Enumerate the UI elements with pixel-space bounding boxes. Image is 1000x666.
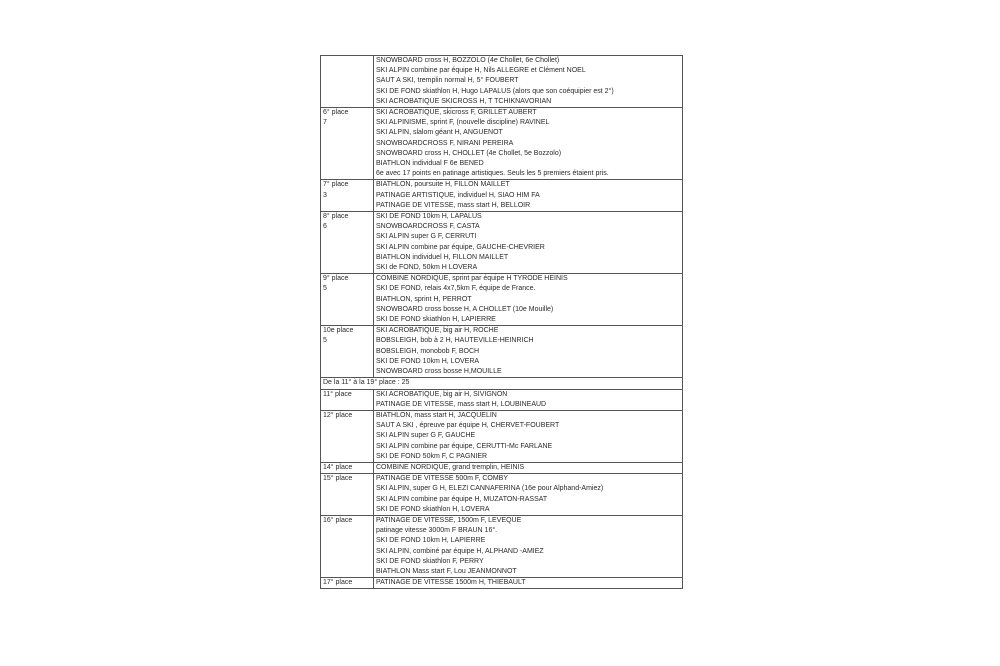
event-result: patinage vitesse 3000m F BRAUN 16°. — [376, 527, 498, 535]
events-cell — [374, 180, 683, 212]
place-label: 6° place — [323, 109, 349, 117]
event-result: SKI DE FOND 10km H, LAPIERRE — [376, 537, 486, 545]
place-label: 14° place — [323, 463, 353, 471]
table-row — [321, 326, 683, 378]
event-result: SKI ALPIN super G F, GAUCHE — [376, 432, 476, 440]
event-result: SKI de FOND, 50km H LOVERA — [376, 264, 478, 272]
place-label: 16° place — [323, 516, 353, 524]
table-row — [321, 180, 683, 212]
events-cell — [374, 108, 683, 180]
place-cell — [321, 326, 374, 378]
event-result: SNOWBOARDCROSS F, CASTA — [376, 223, 480, 231]
event-result: SKI ALPIN combine par équipe, GAUCHE-CHEVRIER — [376, 243, 545, 251]
medal-count: 5 — [323, 337, 327, 345]
medal-count: 5 — [323, 285, 327, 293]
event-result: SKI ALPIN combine par équipe H, Nils ALLEGRE et Clément NOEL — [376, 67, 586, 75]
events-cell — [374, 389, 683, 410]
medal-count: 7 — [323, 119, 327, 127]
event-result: SAUT A SKI, tremplin normal H, 5° FOUBERT — [376, 77, 519, 85]
table-row — [321, 212, 683, 274]
event-result: SKI ALPIN combine par équipe H, MUZATON-RASSAT — [376, 495, 548, 503]
event-result: SNOWBOARDCROSS F, NIRANI PEREIRA — [376, 139, 514, 147]
event-result: PATINAGE DE VITESSE 1500m H, THIEBAULT — [376, 579, 526, 587]
place-cell — [321, 474, 374, 516]
table-row — [321, 410, 683, 462]
table-row — [321, 515, 683, 577]
event-result: SKI ACROBATIQUE, big air H, SIVIGNON — [376, 390, 508, 398]
place-label: 15° place — [323, 475, 353, 483]
event-result: BIATHLON individual F 6e BENED — [376, 160, 484, 168]
table-row — [321, 108, 683, 180]
place-cell — [321, 56, 374, 108]
medal-count: 6 — [323, 223, 327, 231]
event-result: SKI DE FOND 10km H, LAPALUS — [376, 213, 482, 221]
place-cell — [321, 108, 374, 180]
event-result: SKI DE FOND skiathlon F, PERRY — [376, 557, 484, 565]
event-result: SKI ALPINISME, sprint F, (nouvelle discipline) RAVINEL — [376, 119, 550, 127]
place-cell — [321, 410, 374, 462]
events-cell — [374, 474, 683, 516]
event-result: SKI DE FOND skiathlon H, LAPIERRE — [376, 316, 496, 324]
table-row — [321, 578, 683, 589]
events-cell — [374, 56, 683, 108]
event-result: SKI ALPIN, super G H, ELEZI CANNAFERINA (16e pour Alphand-Amiez) — [376, 485, 604, 493]
event-result: PATINAGE ARTISTIQUE, individuel H, SIAO HIM FA — [376, 191, 540, 199]
medal-count: 3 — [323, 191, 327, 199]
event-result: SKI DE FOND, relais 4x7,5km F, équipe de France. — [376, 285, 536, 293]
event-result: SKI ACROBATIQUE, skicross F, GRILLET AUBERT — [376, 109, 537, 117]
event-result: 6e avec 17 points en patinage artistiques. Seuls les 5 premiers étaient pris. — [376, 170, 609, 178]
event-result: SKI ACROBATIQUE SKICROSS H, T TCHIKNAVORIAN — [376, 97, 552, 105]
place-cell — [321, 515, 374, 577]
place-label: 17° place — [323, 579, 353, 587]
place-label: 12° place — [323, 411, 353, 419]
event-result: PATINAGE DE VITESSE, mass start H, LOUBINEAUD — [376, 400, 547, 408]
event-result: SKI ALPIN, slalom géant H, ANGUENOT — [376, 129, 503, 137]
event-result: BOBSLEIGH, monobob F, BOCH — [376, 347, 480, 355]
event-result: BIATHLON individuel H, FILLON MAILLET — [376, 253, 509, 261]
table-row — [321, 378, 683, 389]
results-table-body — [321, 56, 683, 589]
event-result: SKI ACROBATIQUE, big air H, ROCHE — [376, 327, 499, 335]
event-result: PATINAGE DE VITESSE, mass start H, BELLOIR — [376, 201, 531, 209]
place-label: 8° place — [323, 213, 349, 221]
place-cell — [321, 212, 374, 274]
table-row — [321, 462, 683, 473]
event-result: COMBINE NORDIQUE, sprint par équipe H TYRODE HEINIS — [376, 275, 568, 283]
place-label: 10e place — [323, 327, 354, 335]
event-result: BIATHLON Mass start F, Lou JEANMONNOT — [376, 567, 517, 575]
place-cell — [321, 274, 374, 326]
event-result: SKI DE FOND skiathlon H, LOVERA — [376, 505, 490, 513]
place-label: 11° place — [323, 390, 352, 398]
place-label: 9° place — [323, 275, 349, 283]
document-page — [320, 55, 680, 589]
event-result: SKI DE FOND 10km H, LOVERA — [376, 357, 480, 365]
place-label: 7° place — [323, 181, 349, 189]
event-result: SNOWBOARD cross H, CHOLLET (4e Chollet, 5e Bozzolo) — [376, 149, 562, 157]
results-table — [320, 55, 683, 589]
events-cell — [374, 515, 683, 577]
table-row — [321, 56, 683, 108]
section-header-cell: De la 11° à la 19° place : 25 — [321, 378, 683, 389]
event-result: COMBINE NORDIQUE, grand tremplin, HEINIS — [376, 463, 525, 471]
event-result: BIATHLON, sprint H, PERROT — [376, 295, 472, 303]
place-cell — [321, 462, 374, 473]
event-result: PATINAGE DE VITESSE 500m F, COMBY — [376, 475, 508, 483]
events-cell — [374, 212, 683, 274]
events-cell — [374, 326, 683, 378]
event-result: SNOWBOARD cross bosse H, A CHOLLET (10e Mouille) — [376, 305, 554, 313]
table-row — [321, 474, 683, 516]
event-result: BIATHLON, poursuite H, FILLON MAILLET — [376, 181, 510, 189]
event-result: SKI ALPIN super G F, CERRUTI — [376, 233, 477, 241]
event-result: BOBSLEIGH, bob à 2 H, HAUTEVILLE-HEINRICH — [376, 337, 534, 345]
place-cell — [321, 389, 374, 410]
events-cell — [374, 274, 683, 326]
table-row — [321, 389, 683, 410]
events-cell — [374, 578, 683, 589]
event-result: SKI ALPIN combine par équipe, CERUTTI-Mc FARLANE — [376, 442, 553, 450]
event-result: SNOWBOARD cross H, BOZZOLO (4e Chollet, 6e Chollet) — [376, 57, 560, 64]
events-cell — [374, 462, 683, 473]
events-cell — [374, 410, 683, 462]
event-result: SNOWBOARD cross bosse H,MOUILLE — [376, 368, 502, 376]
event-result: SAUT A SKI , épreuve par équipe H, CHERVET-FOUBERT — [376, 422, 560, 430]
event-result: PATINAGE DE VITESSE, 1500m F, LEVEQUE — [376, 516, 522, 524]
event-result: SKI DE FOND skiathlon H, Hugo LAPALUS (alors que son coéquipier est 2°) — [376, 87, 614, 95]
event-result: BIATHLON, mass start H, JACQUELIN — [376, 411, 497, 419]
table-row — [321, 274, 683, 326]
place-cell — [321, 578, 374, 589]
place-cell — [321, 180, 374, 212]
event-result: SKI DE FOND 50km F, C PAGNIER — [376, 452, 488, 460]
event-result: SKI ALPIN, combiné par équipe H, ALPHAND -AMIEZ — [376, 547, 544, 555]
